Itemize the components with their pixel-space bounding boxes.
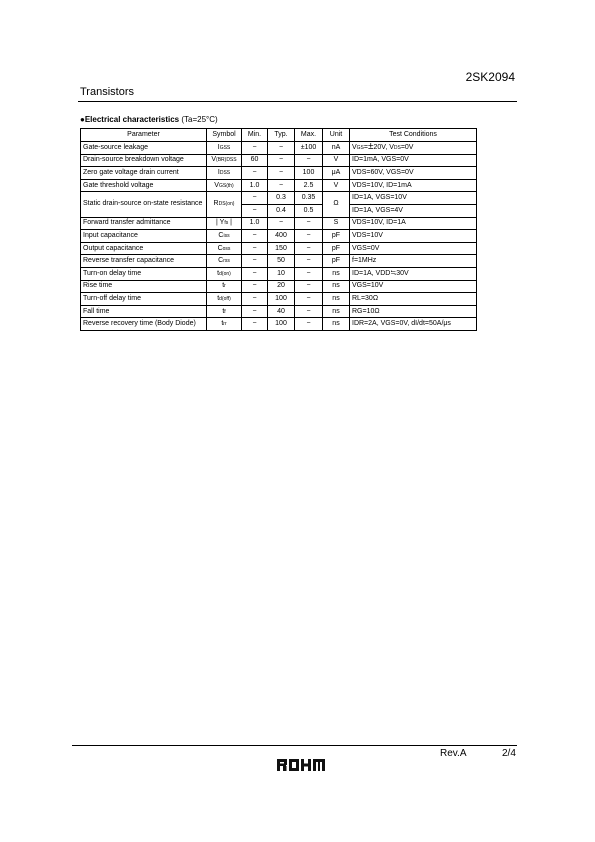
symbol-cell: VGS(th) xyxy=(207,179,242,192)
symbol-cell: Coss xyxy=(207,242,242,255)
table-row xyxy=(81,255,477,268)
unit-cell: pF xyxy=(323,230,350,243)
symbol-cell: Ciss xyxy=(207,230,242,243)
table-row xyxy=(81,242,477,255)
symbol-cell: IGSS xyxy=(207,142,242,155)
table-row xyxy=(81,267,477,280)
typ-cell: 150 xyxy=(268,242,295,255)
header-parameter: Parameter xyxy=(81,129,207,142)
typ-cell: − xyxy=(268,167,295,180)
page-number: 2/4 xyxy=(502,748,516,759)
part-number: 2SK2094 xyxy=(465,70,515,84)
parameter-cell: Static drain-source on-state resistance xyxy=(81,192,207,217)
symbol-cell: td(off) xyxy=(207,293,242,306)
typ-cell: 400 xyxy=(268,230,295,243)
table-row xyxy=(81,179,477,192)
parameter-cell: Reverse recovery time (Body Diode) xyxy=(81,318,207,331)
unit-cell: S xyxy=(323,217,350,230)
conditions-cell: RL=30Ω xyxy=(350,293,477,306)
min-cell: 1.0 xyxy=(242,217,268,230)
header-unit: Unit xyxy=(323,129,350,142)
max-cell: 2.5 xyxy=(295,179,323,192)
table-row xyxy=(81,305,477,318)
max-cell: − xyxy=(295,230,323,243)
conditions-cell: VDS=10V, ID=1A xyxy=(350,217,477,230)
symbol-cell: tf xyxy=(207,305,242,318)
typ-cell: 0.3 xyxy=(268,192,295,205)
table-row xyxy=(81,154,477,167)
typ-cell: 50 xyxy=(268,255,295,268)
max-cell: − xyxy=(295,217,323,230)
typ-cell: − xyxy=(268,179,295,192)
unit-cell: nA xyxy=(323,142,350,155)
symbol-cell: V(BR)DSS xyxy=(207,154,242,167)
conditions-cell: VGS=±20V, VDS=0V xyxy=(350,142,477,155)
table-row xyxy=(81,167,477,180)
header-rule xyxy=(78,101,517,102)
symbol-cell: | Yfs | xyxy=(207,217,242,230)
table-row xyxy=(81,280,477,293)
conditions-cell: IDR=2A, VGS=0V, dI/dt=50A/μs xyxy=(350,318,477,331)
min-cell: 1.0 xyxy=(242,179,268,192)
typ-cell: − xyxy=(268,217,295,230)
header-symbol: Symbol xyxy=(207,129,242,142)
unit-cell: ns xyxy=(323,305,350,318)
min-cell: − xyxy=(242,318,268,331)
max-cell: 0.35 xyxy=(295,192,323,205)
symbol-cell: tr xyxy=(207,280,242,293)
min-cell: − xyxy=(242,167,268,180)
min-cell: − xyxy=(242,255,268,268)
min-cell: − xyxy=(242,280,268,293)
min-cell: − xyxy=(242,192,268,205)
table-row xyxy=(81,142,477,155)
typ-cell: 10 xyxy=(268,267,295,280)
typ-cell: 40 xyxy=(268,305,295,318)
max-cell: 0.5 xyxy=(295,204,323,217)
conditions-cell: VGS=10V xyxy=(350,280,477,293)
table-row xyxy=(81,230,477,243)
symbol-cell: IDSS xyxy=(207,167,242,180)
symbol-cell: td(on) xyxy=(207,267,242,280)
max-cell: ±100 xyxy=(295,142,323,155)
max-cell: − xyxy=(295,154,323,167)
conditions-cell: RG=10Ω xyxy=(350,305,477,318)
rohm-logo-icon xyxy=(277,758,325,772)
table-row xyxy=(81,318,477,331)
max-cell: − xyxy=(295,305,323,318)
max-cell: − xyxy=(295,280,323,293)
table-row xyxy=(81,192,477,205)
min-cell: − xyxy=(242,293,268,306)
unit-cell: ns xyxy=(323,293,350,306)
unit-cell: ns xyxy=(323,267,350,280)
conditions-cell: ID=1A, VGS=10V xyxy=(350,192,477,205)
conditions-cell: ID=1mA, VGS=0V xyxy=(350,154,477,167)
min-cell: − xyxy=(242,230,268,243)
max-cell: − xyxy=(295,267,323,280)
unit-cell: pF xyxy=(323,242,350,255)
parameter-cell: Rise time xyxy=(81,280,207,293)
min-cell: − xyxy=(242,242,268,255)
unit-cell: ns xyxy=(323,318,350,331)
caption-condition: (Ta=25°C) xyxy=(179,115,218,124)
unit-cell: ns xyxy=(323,280,350,293)
header-conditions: Test Conditions xyxy=(350,129,477,142)
typ-cell: 0.4 xyxy=(268,204,295,217)
symbol-cell: RDS(on) xyxy=(207,192,242,217)
bullet-icon: ● xyxy=(80,115,85,124)
revision-label: Rev.A xyxy=(440,748,467,759)
parameter-cell: Turn-on delay time xyxy=(81,267,207,280)
parameter-cell: Turn-off delay time xyxy=(81,293,207,306)
unit-cell: μA xyxy=(323,167,350,180)
table-caption xyxy=(80,115,218,124)
max-cell: − xyxy=(295,242,323,255)
section-title: Transistors xyxy=(80,86,134,98)
parameter-cell: Gate-source leakage xyxy=(81,142,207,155)
min-cell: − xyxy=(242,204,268,217)
parameter-cell: Input capacitance xyxy=(81,230,207,243)
unit-cell: V xyxy=(323,154,350,167)
footer-rule xyxy=(72,745,517,746)
symbol-cell: trr xyxy=(207,318,242,331)
electrical-characteristics-table xyxy=(80,128,477,331)
header-min: Min. xyxy=(242,129,268,142)
conditions-cell: f=1MHz xyxy=(350,255,477,268)
conditions-cell: VDS=10V xyxy=(350,230,477,243)
table-row xyxy=(81,217,477,230)
max-cell: − xyxy=(295,318,323,331)
header-max: Max. xyxy=(295,129,323,142)
header-typ: Typ. xyxy=(268,129,295,142)
table-header-row xyxy=(81,129,477,142)
typ-cell: − xyxy=(268,154,295,167)
unit-cell: pF xyxy=(323,255,350,268)
parameter-cell: Gate threshold voltage xyxy=(81,179,207,192)
typ-cell: 20 xyxy=(268,280,295,293)
min-cell: − xyxy=(242,142,268,155)
parameter-cell: Reverse transfer capacitance xyxy=(81,255,207,268)
parameter-cell: Forward transfer admittance xyxy=(81,217,207,230)
conditions-cell: ID=1A, VGS=4V xyxy=(350,204,477,217)
min-cell: − xyxy=(242,305,268,318)
max-cell: 100 xyxy=(295,167,323,180)
unit-cell: Ω xyxy=(323,192,350,217)
conditions-cell: VDS=60V, VGS=0V xyxy=(350,167,477,180)
parameter-cell: Output capacitance xyxy=(81,242,207,255)
symbol-cell: Crss xyxy=(207,255,242,268)
unit-cell: V xyxy=(323,179,350,192)
parameter-cell: Fall time xyxy=(81,305,207,318)
parameter-cell: Zero gate voltage drain current xyxy=(81,167,207,180)
caption-title: Electrical characteristics xyxy=(84,115,180,124)
typ-cell: 100 xyxy=(268,293,295,306)
table-row xyxy=(81,293,477,306)
conditions-cell: VDS=10V, ID=1mA xyxy=(350,179,477,192)
parameter-cell: Drain-source breakdown voltage xyxy=(81,154,207,167)
conditions-cell: ID=1A, VDD≒30V xyxy=(350,267,477,280)
max-cell: − xyxy=(295,255,323,268)
typ-cell: 100 xyxy=(268,318,295,331)
min-cell: 60 xyxy=(242,154,268,167)
typ-cell: − xyxy=(268,142,295,155)
max-cell: − xyxy=(295,293,323,306)
conditions-cell: VGS=0V xyxy=(350,242,477,255)
min-cell: − xyxy=(242,267,268,280)
